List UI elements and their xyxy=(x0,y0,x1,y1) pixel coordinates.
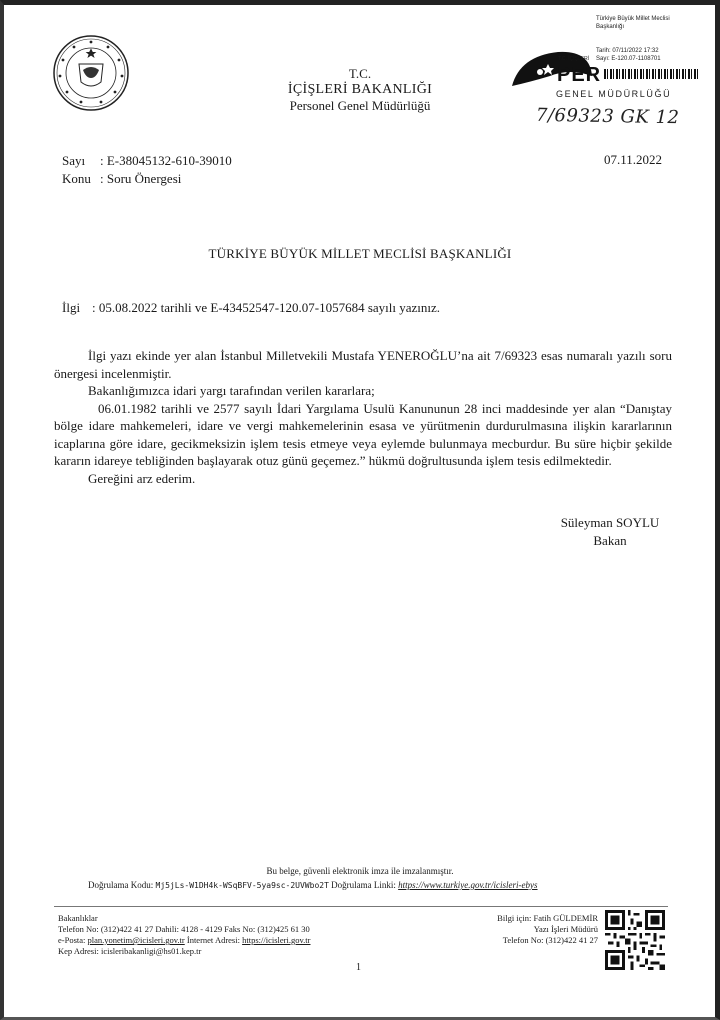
footer-contact xyxy=(58,913,310,957)
body-paragraph-1: İlgi yazı ekinde yer alan İstanbul Milletvekili Mustafa YENEROĞLU’na ait 7/69323 esas numaralı yazılı soru önergesi incelenmiştir. xyxy=(54,348,672,381)
stamp-line-2: Başkanlığı xyxy=(596,24,625,30)
footer-web-label: İnternet Adresi: xyxy=(186,935,240,945)
letterhead-ministry: İÇİŞLERİ BAKANLIĞI xyxy=(287,82,433,97)
signature-block xyxy=(540,514,680,550)
sayi-value: : E-38045132-610-39010 xyxy=(100,153,232,168)
stamp-line-3: Tarih: 07/11/2022 17:32 xyxy=(596,48,659,54)
signer-title: Bakan xyxy=(593,533,627,548)
footer-phone: Telefon No: (312)422 41 27 Dahili: 4128 - 4129 Faks No: (312)425 61 30 xyxy=(58,924,310,934)
handwritten-note: 7/69323 GK 12 xyxy=(535,104,680,129)
footer-email-label: e-Posta: xyxy=(58,935,86,945)
footer-title: Bakanlıklar xyxy=(58,913,98,923)
qr-code xyxy=(605,910,665,970)
stamp-subtitle: GENEL MÜDÜRLÜĞÜ xyxy=(556,89,672,99)
body-paragraph-3: 06.01.1982 tarihli ve 2577 sayılı İdari Yargılama Usulü Kanununun 28 inci maddesinde yer alan “Danıştay bölge idare mahkemeleri, idare ve vergi mahkemelerinin esasa ve yürütmenin durdurulmasına ilişkin kararlarının icaplarına göre idare, gecikmeksizin işlem tesis etmeye veya eylemde bulunmaya mecburdur. Bu süre hiçbir şekilde kararın idareye tebliğinden başlayarak otuz günü geçemez.” hükmü doğrultusunda işlem tesis edilmektedir. xyxy=(54,400,672,468)
letterhead-tc: T.C. xyxy=(348,66,372,81)
konu-value: : Soru Önergesi xyxy=(100,171,182,186)
document-meta xyxy=(62,152,232,188)
verification-code: Mj5jLs-W1DH4k-WSqBFV-5ya9sc-2UVWbo2T xyxy=(155,881,329,890)
stamp-per: PER xyxy=(557,64,602,86)
footer-divider xyxy=(54,906,668,907)
sayi-label: Sayı xyxy=(62,153,86,168)
stamp-line-4: Sayı: E-120.07-1108701 xyxy=(596,56,661,62)
stamp-barcode xyxy=(604,69,700,79)
recipient: TÜRKİYE BÜYÜK MİLLET MECLİSİ BAŞKANLIĞI xyxy=(208,246,512,261)
footer-kep: Kep Adresi: icisleribakanligi@hs01.kep.tr xyxy=(58,946,202,956)
footer-info-title: Yazı İşleri Müdürü xyxy=(533,924,598,934)
letterhead-department: Personel Genel Müdürlüğü xyxy=(289,98,431,113)
document-date: 07.11.2022 xyxy=(604,152,663,167)
reference-value: : 05.08.2022 tarihli ve E-43452547-120.07-1057684 sayılı yazınız. xyxy=(92,300,441,315)
stamp-line-1: Türkiye Büyük Millet Meclisi xyxy=(596,16,670,22)
esign-notice: Bu belge, güvenli elektronik imza ile imzalanmıştır. xyxy=(266,866,454,876)
verification-code-label: Doğrulama Kodu: xyxy=(88,880,154,890)
verification-link[interactable]: https://www.turkiye.gov.tr/icisleri-ebys xyxy=(398,880,538,890)
body-paragraph-4: Gereğini arz ederim. xyxy=(88,470,196,486)
footer-web[interactable]: https://icisleri.gov.tr xyxy=(242,935,311,945)
page-number: 1 xyxy=(356,962,361,973)
ministry-seal-logo xyxy=(52,34,130,112)
footer-info-name: Bilgi için: Fatih GÜLDEMİR xyxy=(497,913,598,923)
stamp-tc-label: T.C. İÇİŞLERİ xyxy=(558,56,590,62)
footer-email-web xyxy=(58,935,310,946)
reference-label: İlgi xyxy=(62,300,81,315)
footer-email[interactable]: plan.yonetim@icisleri.gov.tr xyxy=(87,935,185,945)
body-paragraph-2: Bakanlığımızca idari yargı tarafından verilen kararlara; xyxy=(88,383,375,398)
verification-link-label: Doğrulama Linki: xyxy=(331,880,396,890)
letter-body xyxy=(54,347,672,487)
footer-info xyxy=(460,913,598,946)
footer-info-phone: Telefon No: (312)422 41 27 xyxy=(502,935,598,945)
verification-line xyxy=(88,880,538,890)
reference xyxy=(62,300,440,316)
letterhead xyxy=(250,66,470,114)
signer-name: Süleyman SOYLU xyxy=(560,515,660,530)
konu-label: Konu xyxy=(62,171,91,186)
